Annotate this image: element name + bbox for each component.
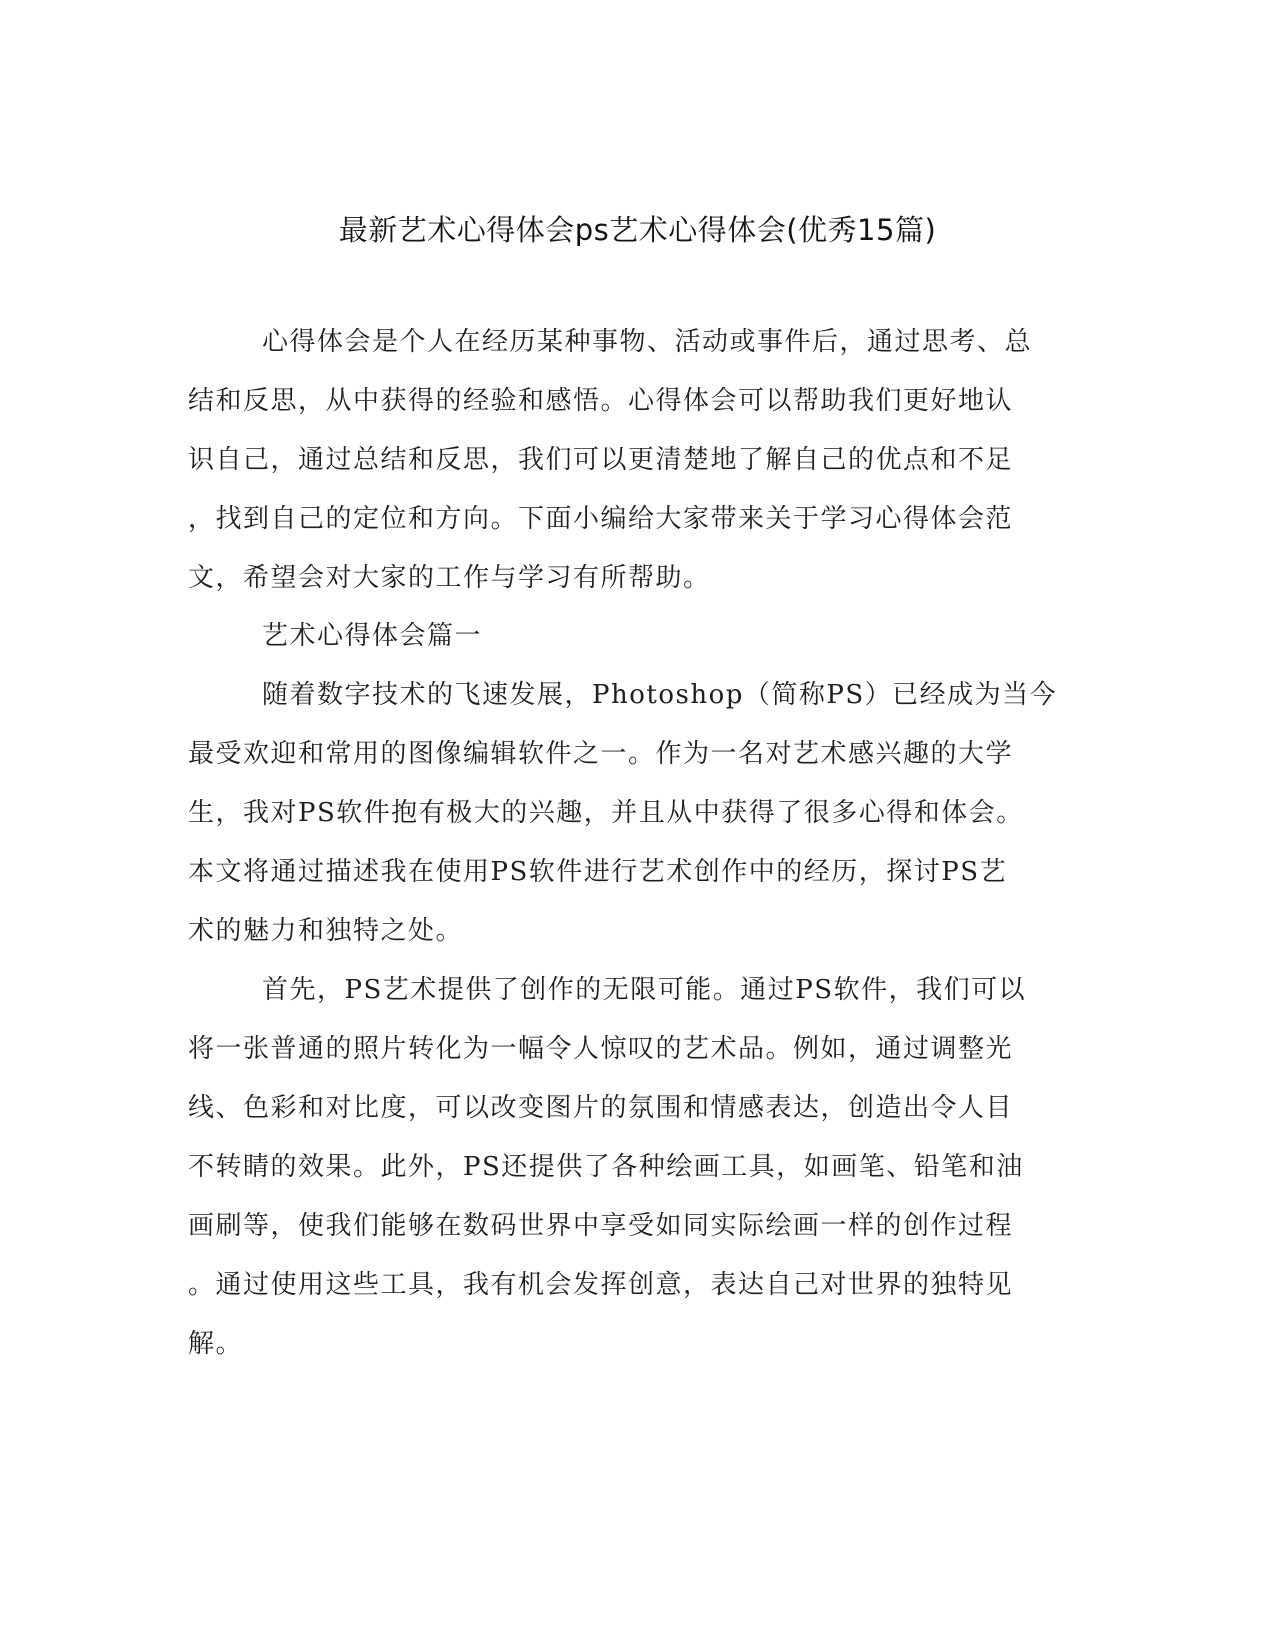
paragraph-line: 生，我对PS软件抱有极大的兴趣，并且从中获得了很多心得和体会。 (188, 798, 1024, 828)
paragraph-line: 术的魅力和独特之处。 (188, 916, 464, 946)
document-title: 最新艺术心得体会ps艺术心得体会(优秀15篇) (338, 213, 937, 247)
paragraph-line: 文，希望会对大家的工作与学习有所帮助。 (188, 563, 711, 593)
paragraph-line: 将一张普通的照片转化为一幅令人惊叹的艺术品。例如，通过调整光 (188, 1034, 1014, 1064)
paragraph-line: ，找到自己的定位和方向。下面小编给大家带来关于学习心得体会范 (188, 504, 1014, 534)
section-heading: 艺术心得体会篇一 (262, 621, 483, 651)
paragraph-line: 不转睛的效果。此外，PS还提供了各种绘画工具，如画笔、铅笔和油 (188, 1152, 1024, 1182)
paragraph-line: 心得体会是个人在经历某种事物、活动或事件后，通过思考、总 (262, 327, 1033, 357)
paragraph-line: 随着数字技术的飞速发展，Photoshop（简称PS）已经成为当今 (262, 680, 1058, 710)
paragraph-line: 首先，PS艺术提供了创作的无限可能。通过PS软件，我们可以 (262, 975, 1027, 1005)
paragraph-line: 线、色彩和对比度，可以改变图片的氛围和情感表达，创造出令人目 (188, 1093, 1014, 1123)
paragraph-line: 识自己，通过总结和反思，我们可以更清楚地了解自己的优点和不足 (188, 445, 1014, 475)
paragraph-line: 解。 (188, 1329, 244, 1359)
paragraph-line: 画刷等，使我们能够在数码世界中享受如同实际绘画一样的创作过程 (188, 1211, 1014, 1241)
paragraph-line: 本文将通过描述我在使用PS软件进行艺术创作中的经历，探讨PS艺 (188, 857, 1008, 887)
paragraph-line: 。通过使用这些工具，我有机会发挥创意，表达自己对世界的独特见 (188, 1270, 1014, 1300)
paragraph-line: 结和反思，从中获得的经验和感悟。心得体会可以帮助我们更好地认 (188, 386, 1014, 416)
paragraph-line: 最受欢迎和常用的图像编辑软件之一。作为一名对艺术感兴趣的大学 (188, 739, 1014, 769)
